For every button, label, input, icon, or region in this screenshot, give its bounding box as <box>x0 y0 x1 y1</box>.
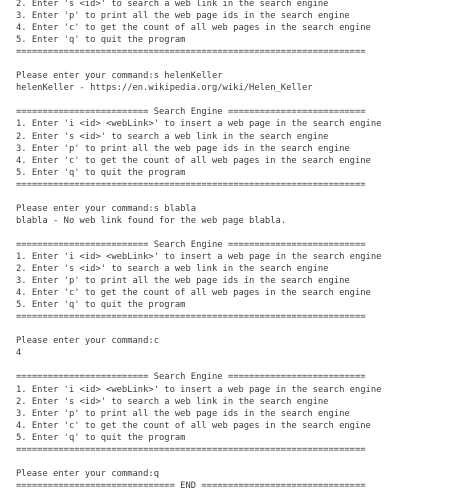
console-line: 5. Enter 'q' to quit the program <box>16 167 186 178</box>
console-line <box>16 456 468 468</box>
console-command: Please enter your command:s blabla <box>16 203 197 214</box>
console-line <box>16 191 468 203</box>
console-line: 5. Enter 'q' to quit the program <box>16 300 186 311</box>
console-lines <box>16 0 468 492</box>
console-result: 4 <box>16 348 22 359</box>
console-line: 1. Enter 'i <id> <webLink>' to insert a web page in the search engine <box>16 119 382 130</box>
console-header: ========================= Search Engine ========================== <box>16 239 366 250</box>
console-divider: ================================================================== <box>16 179 366 190</box>
console-line: 5. Enter 'q' to quit the program <box>16 432 186 443</box>
console-line: 4. Enter 'c' to get the count of all web pages in the search engine <box>16 420 371 431</box>
console-line: 1. Enter 'i <id> <webLink>' to insert a web page in the search engine <box>16 251 382 262</box>
console-command: Please enter your command:c <box>16 336 159 347</box>
console-line: 4. Enter 'c' to get the count of all web pages in the search engine <box>16 155 371 166</box>
console-divider: ================================================================== <box>16 47 366 58</box>
console-line: 3. Enter 'p' to print all the web page ids in the search engine <box>16 11 350 22</box>
console-line: 2. Enter 's <id>' to search a web link in the search engine <box>16 131 329 142</box>
console-line <box>16 359 468 371</box>
console-header: ========================= Search Engine ========================== <box>16 372 366 383</box>
console-line <box>16 58 468 70</box>
console-line: 4. Enter 'c' to get the count of all web pages in the search engine <box>16 288 371 299</box>
console-line: 2. Enter 's <id>' to search a web link in the search engine <box>16 396 329 407</box>
console-line: 5. Enter 'q' to quit the program <box>16 35 186 46</box>
console-command: Please enter your command:s helenKeller <box>16 71 223 82</box>
console-result: helenKeller - https://en.wikipedia.org/wiki/Helen_Keller <box>16 83 313 94</box>
console-line: 4. Enter 'c' to get the count of all web pages in the search engine <box>16 23 371 34</box>
console-line: 3. Enter 'p' to print all the web page ids in the search engine <box>16 143 350 154</box>
console-line: 3. Enter 'p' to print all the web page ids in the search engine <box>16 408 350 419</box>
console-divider: ================================================================== <box>16 444 366 455</box>
console-line <box>16 323 468 335</box>
console-line: 2. Enter 's <id>' to search a web link in the search engine <box>16 264 329 275</box>
console-result: blabla - No web link found for the web page blabla. <box>16 215 287 226</box>
console-command: Please enter your command:q <box>16 468 159 479</box>
console-line: 3. Enter 'p' to print all the web page ids in the search engine <box>16 276 350 287</box>
console-line: 1. Enter 'i <id> <webLink>' to insert a web page in the search engine <box>16 384 382 395</box>
console-header: ========================= Search Engine ========================== <box>16 107 366 118</box>
console-line <box>16 227 468 239</box>
console-line: 2. Enter 's <id>' to search a web link in the search engine <box>16 0 329 9</box>
console-footer: ============================== END =============================== <box>16 480 366 491</box>
console-divider: ================================================================== <box>16 312 366 323</box>
console-line <box>16 94 468 106</box>
